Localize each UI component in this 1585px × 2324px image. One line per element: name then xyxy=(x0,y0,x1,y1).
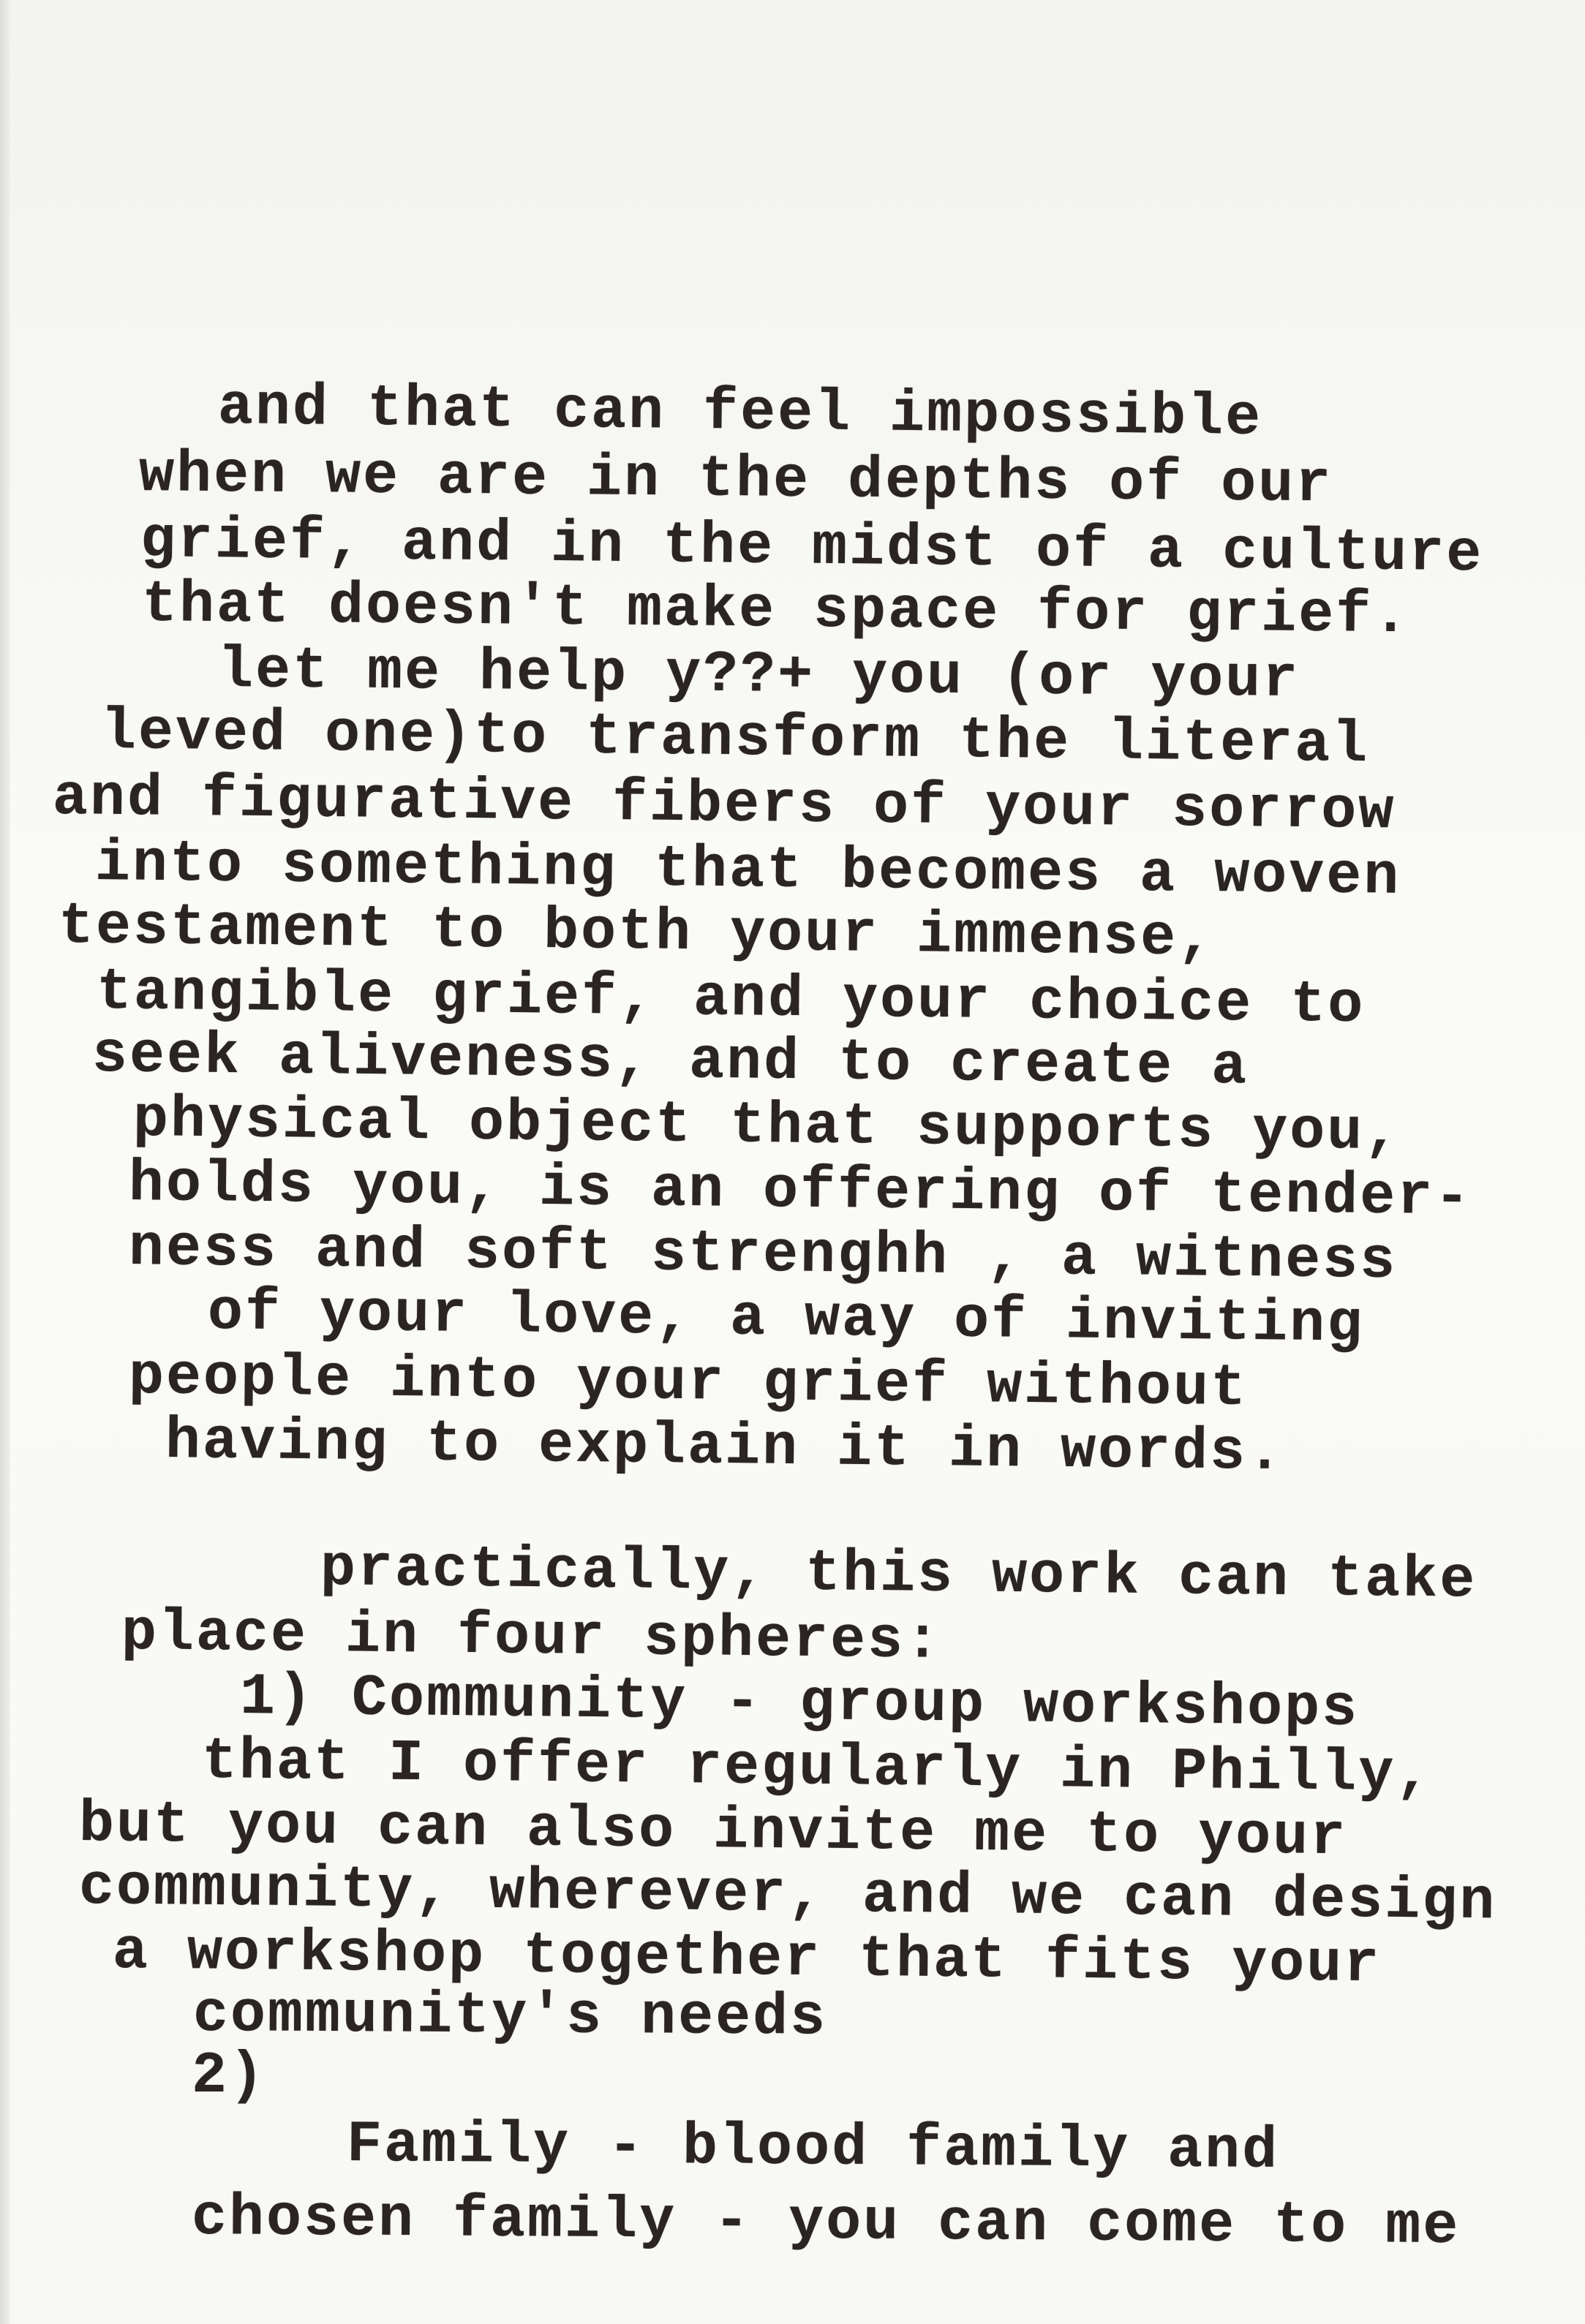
text-line: holds you, is an offering of tender- xyxy=(128,1151,1472,1232)
text-line: community's needs xyxy=(192,1982,828,2052)
text-line: practically, this work can take xyxy=(320,1536,1477,1615)
text-line: 1) Community - group workshops xyxy=(239,1664,1360,1743)
text-line: that I offer regularly in Philly, xyxy=(201,1729,1434,1808)
text-line: testament to both your immense, xyxy=(58,894,1216,973)
text-line: chosen family - you can come to me xyxy=(191,2185,1461,2261)
text-line: let me help y??+ you (or your xyxy=(217,638,1300,714)
text-line: and figurative fibers of your sorrow xyxy=(52,765,1396,846)
text-line: and that can feel impossible xyxy=(217,374,1263,452)
text-line: place in four spheres: xyxy=(121,1600,943,1675)
text-line: that doesn't make space for grief. xyxy=(141,572,1411,650)
text-line: a workshop together that fits your xyxy=(112,1919,1382,1999)
text-line: physical object that supports you, xyxy=(132,1087,1402,1167)
paper-edge xyxy=(0,0,10,2324)
text-line: but you can also invite me to your xyxy=(78,1792,1348,1872)
text-line: grief, and in the midst of a culture xyxy=(140,508,1484,589)
text-line: when we are in the depths of our xyxy=(138,442,1333,519)
text-line: ness and soft strenghh , a witness xyxy=(128,1215,1398,1296)
text-line: tangible grief, and your choice to xyxy=(96,959,1366,1040)
text-line: community, wherever, and we can design xyxy=(78,1855,1497,1936)
text-line: of your love, a way of inviting xyxy=(207,1280,1365,1359)
text-line: having to explain it in words. xyxy=(165,1408,1285,1487)
text-line: 2) xyxy=(192,2043,267,2110)
text-line: seek aliveness, and to create a xyxy=(91,1022,1249,1101)
text-line: leved one)to transform the literal xyxy=(100,699,1370,780)
text-line: into something that becomes a woven xyxy=(94,831,1401,911)
text-line: Family - blood family and xyxy=(346,2112,1280,2185)
text-line: people into your grief without xyxy=(128,1344,1249,1423)
